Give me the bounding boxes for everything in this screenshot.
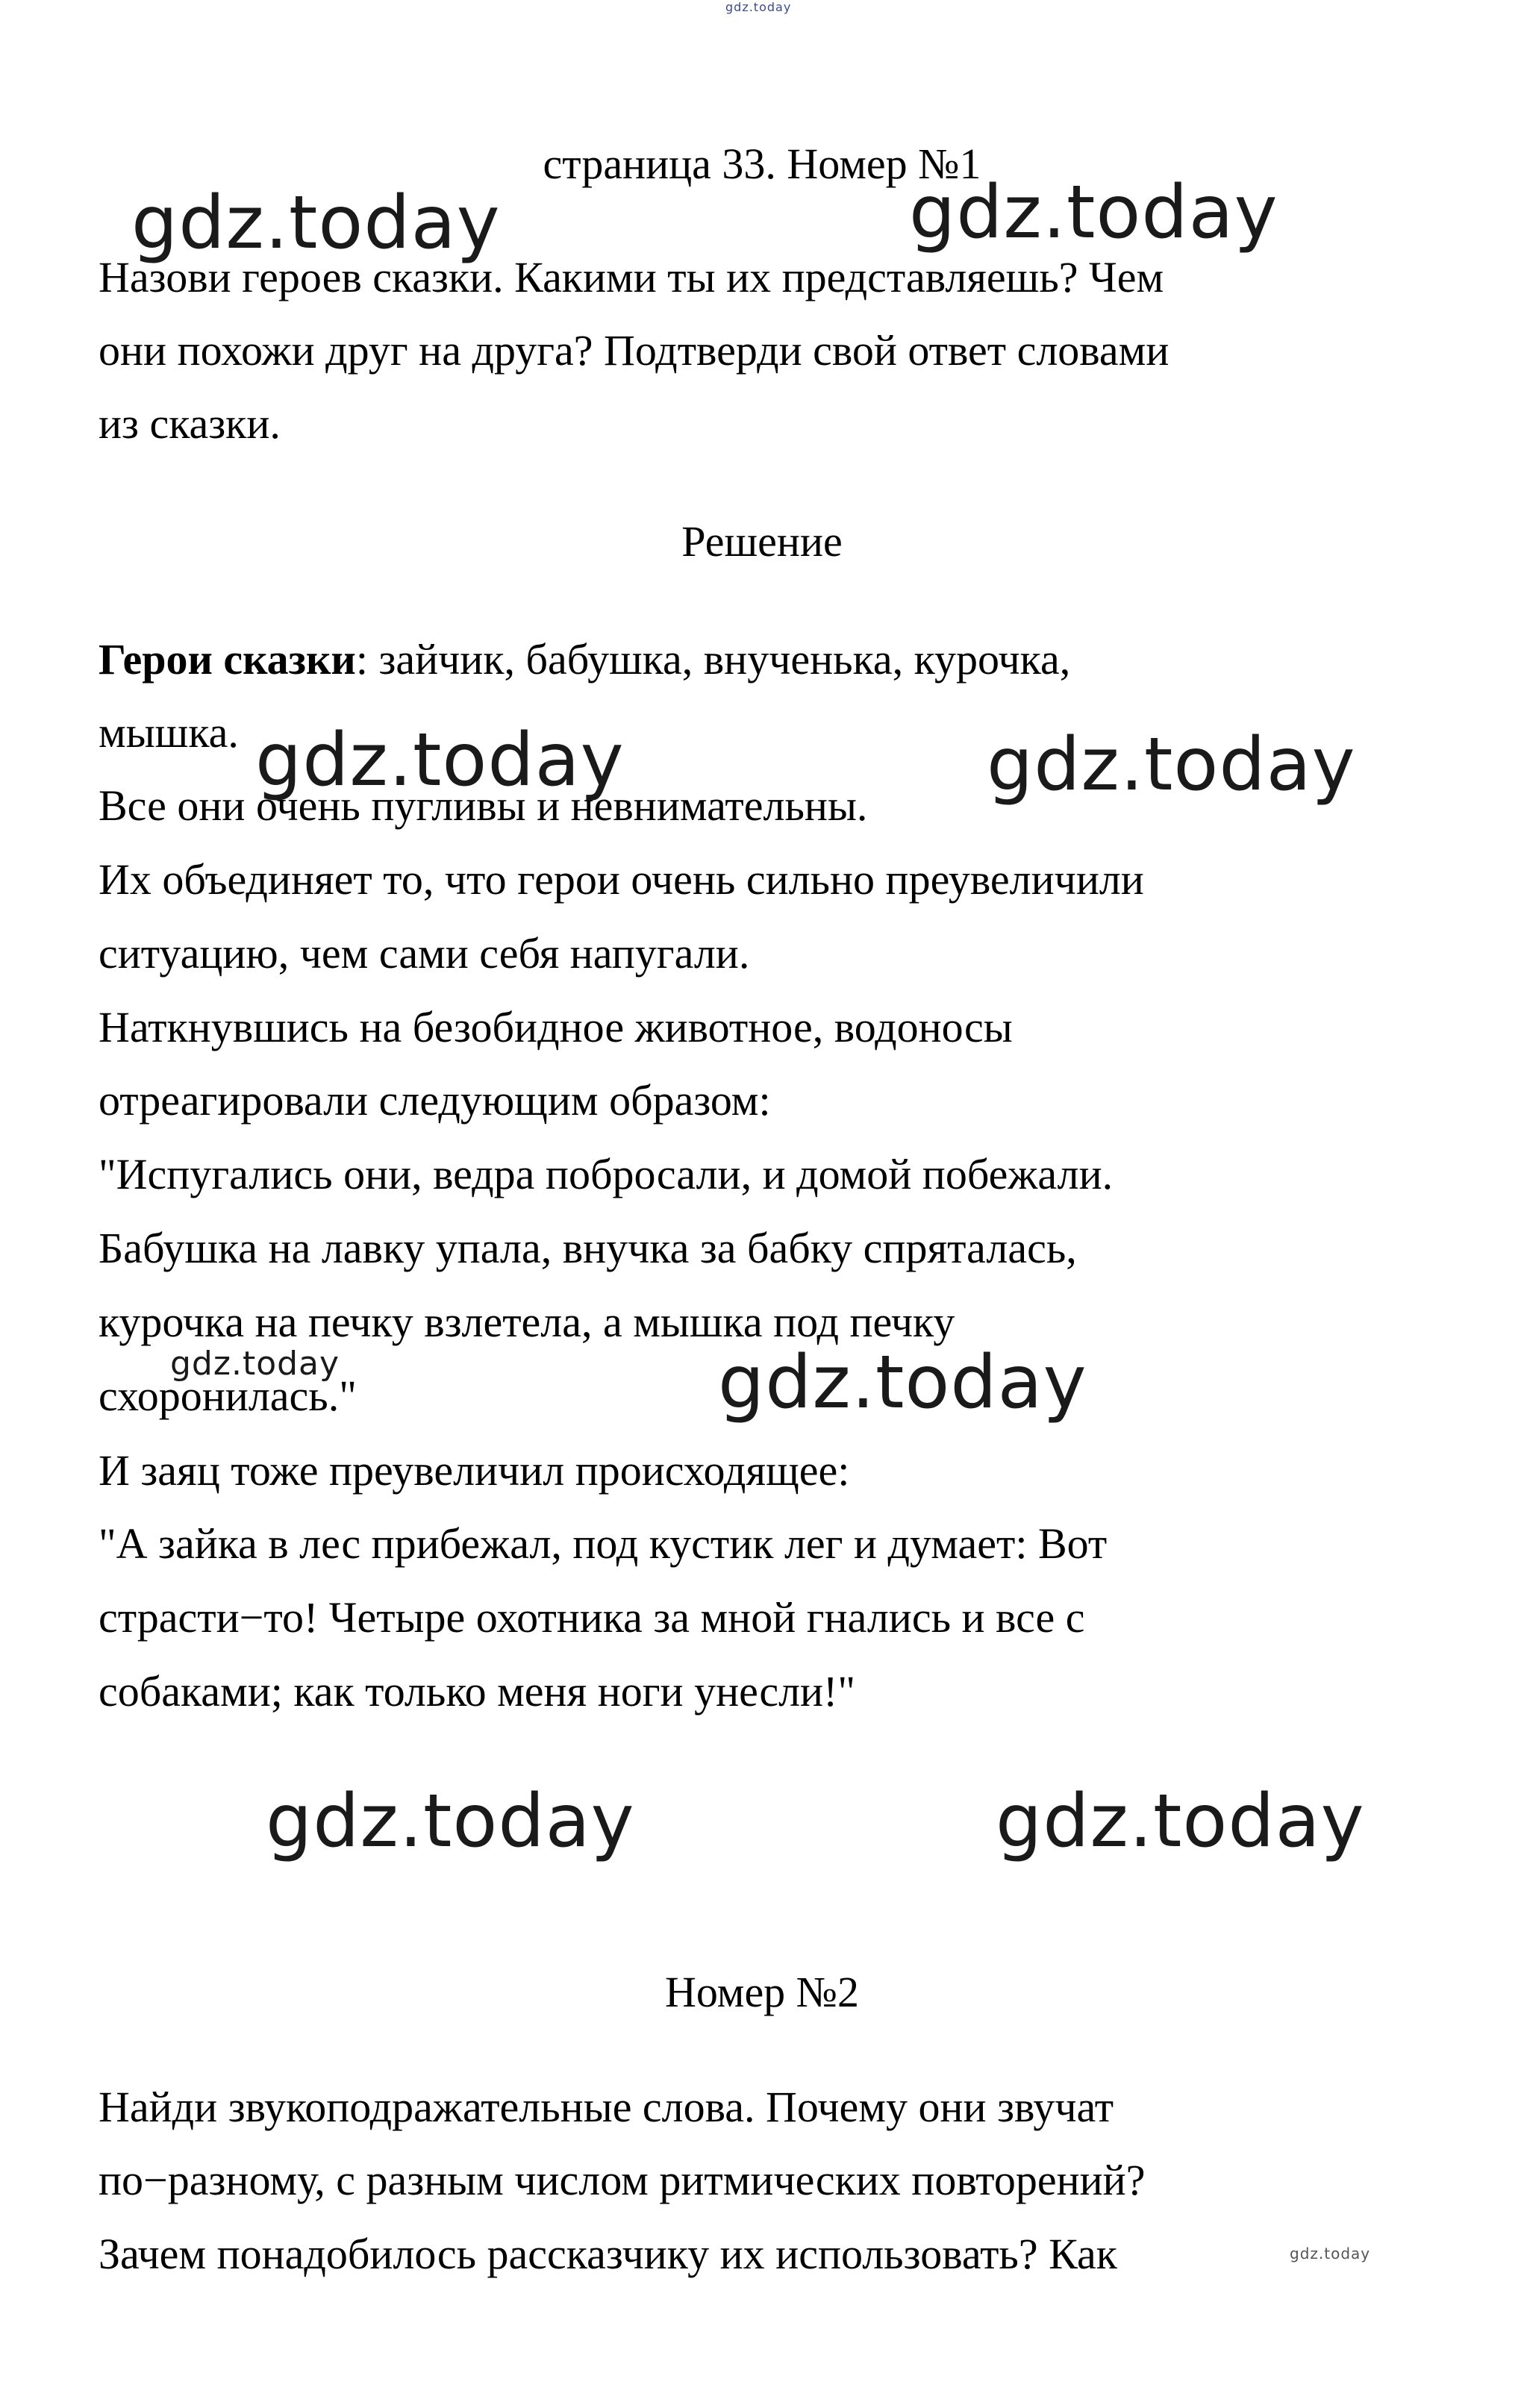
solution-line-14: собаками; как только меня ноги унесли!" [99, 1667, 856, 1716]
solution-line-3: Их объединяет то, что герои очень сильно преувеличили [99, 855, 1144, 904]
solution-line-7: "Испугались они, ведра побросали, и домой побежали. [99, 1150, 1114, 1198]
task2-question-line-1: Найди звукоподражательные слова. Почему они звучат [99, 2083, 1114, 2131]
solution-line-4: ситуацию, чем сами себя напугали. [99, 929, 750, 978]
watermark-8: gdz.today [996, 1779, 1365, 1864]
solution-line-5: Наткнувшись на безобидное животное, водоносы [99, 1003, 1013, 1051]
solution-line-6: отреагировали следующим образом: [99, 1076, 771, 1125]
heroes-list: : зайчик, бабушка, внученька, курочка, [355, 635, 1071, 684]
solution-line-10: схоронилась." [99, 1372, 357, 1420]
watermark-5: gdz.today [170, 1345, 340, 1383]
task2-question-line-2: по−разному, с разным числом ритмических повторений? [99, 2156, 1146, 2204]
watermark-9: gdz.today [1290, 2245, 1371, 2262]
solution-line-8: Бабушка на лавку упала, внучка за бабку спряталась, [99, 1224, 1077, 1272]
watermark-7: gdz.today [266, 1779, 635, 1864]
solution-line-13: страсти−то! Четыре охотника за мной гнались и все с [99, 1593, 1085, 1642]
watermark-6: gdz.today [718, 1340, 1087, 1425]
watermark-2: gdz.today [909, 170, 1278, 255]
solution-line-12: "А зайка в лес прибежал, под кустик лег и думает: Вот [99, 1519, 1108, 1568]
heroes-label: Герои сказки [99, 635, 356, 684]
solution-line-2: Все они очень пугливы и невнимательны. [99, 781, 868, 830]
solution-line-11: И заяц тоже преувеличил происходящее: [99, 1446, 850, 1495]
heroes-line [99, 634, 1070, 685]
watermark-1: gdz.today [131, 181, 501, 266]
solution-line-9: курочка на печку взлетела, а мышка под печку [99, 1298, 955, 1346]
task1-question-line-1: Назови героев сказки. Какими ты их представляешь? Чем [99, 253, 1164, 301]
solution-heading: Решение [681, 517, 843, 566]
task2-heading: Номер №2 [664, 1968, 860, 2016]
watermark-top: gdz.today [725, 0, 792, 14]
watermark-4: gdz.today [987, 722, 1356, 807]
task1-question-line-2: они похожи друг на друга? Подтверди свой ответ словами [99, 326, 1169, 375]
task1-question-line-3: из сказки. [99, 399, 281, 448]
task2-question-line-3: Зачем понадобилось рассказчику их использовать? Как [99, 2230, 1117, 2278]
page-title: страница 33. Номер №1 [543, 140, 981, 188]
watermark-3: gdz.today [255, 718, 625, 803]
solution-line-1: мышка. [99, 708, 239, 757]
